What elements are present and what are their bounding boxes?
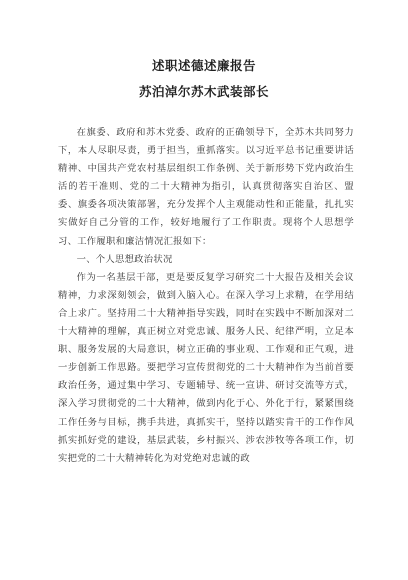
section-paragraph: 作为一名基层干部，更是要反复学习研究二十大报告及相关会议精神，力求深刻领会，做到入脑入心。在深入学习上求精，在学用结合上求广。坚持用二十大精神指导实践，同时在实践中不断加深对二十大精神的理解，真正树立对党忠诚、服务人民、纪律严明，立足本职、服务发展的大局意识，树立正确的事业观、工作观和正气观，进一步创新工作思路。要把学习宣传贯彻党的二十大精神作为当前首要政治任务，通过集中学习、专题辅导、统一宣讲、研讨交流等方式，深入学习贯彻党的二十大精神，做到内化于心、外化于行，紧紧围绕工作任务与目标，携手共进，真抓实干，坚持以踏实肯干的工作作风抓实抓好党的建设，基层武装，乡村振兴、涉农涉牧等各项工作，切实把党的二十大精神转化为对党绝对忠诚的政 [58,271,354,464]
report-body [58,124,354,468]
report-title: 述职述德述廉报告 [151,58,256,73]
report-subtitle: 苏泊淖尔苏木武装部长 [138,84,269,99]
intro-paragraph: 在旗委、政府和苏木党委、政府的正确领导下，全苏木共同努力下，本人尽职尽责，勇于担当，重抓落实。以习近平总书记重要讲话精神、中国共产党农村基层组织工作条例、关于新形势下党内政治生活的若干准则、党的二十大精神为指引，认真贯彻落实自治区、盟委、旗委各项决策部署，充分发挥个人主观能动性和正能量，扎扎实实做好自己分管的工作，较好地履行了工作职责。现将个人思想学习、工作履职和廉洁情况汇报如下： [58,127,354,247]
title-block [0,56,408,102]
section-heading: 一、个人思想政治状况 [76,253,173,265]
